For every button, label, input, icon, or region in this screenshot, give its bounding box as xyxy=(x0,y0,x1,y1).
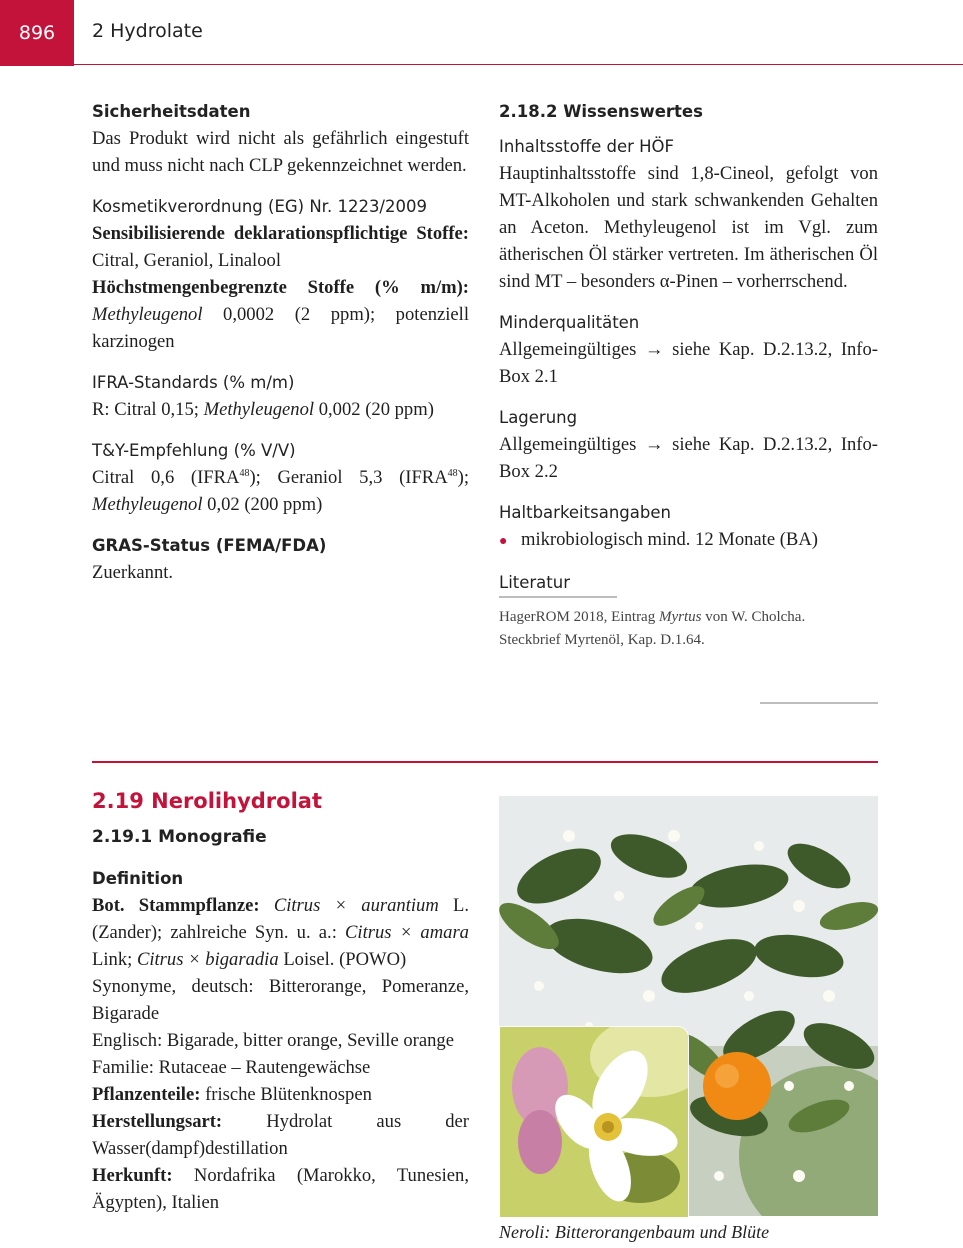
gras-heading: GRAS-Status (FEMA/FDA) xyxy=(92,536,327,555)
bot-text-2: Link; xyxy=(92,949,133,970)
sens-text: Citral, Geraniol, Linalool xyxy=(92,250,281,271)
teile-paragraph xyxy=(92,1081,469,1108)
page-number: 896 xyxy=(18,22,56,44)
ty-italic: Methyleugenol xyxy=(92,494,203,515)
minder-text: Allgemeingültiges → siehe Kap. D.2.13.2, Info-Box 2.1 xyxy=(499,339,878,387)
section-title: 2.19 Nerolihydrolat xyxy=(92,789,322,813)
literatur-entry-2: Steckbrief Myrtenöl, Kap. D.1.64. xyxy=(499,632,705,648)
ty-sup1: 48 xyxy=(239,467,250,479)
literatur-entry-1 xyxy=(499,606,878,629)
bot-text-3: Loisel. (POWO) xyxy=(283,949,407,970)
ifra-prefix: R: Citral 0,15; xyxy=(92,399,199,420)
teile-label: Pflanzenteile: xyxy=(92,1084,201,1105)
familie: Familie: Rutaceae – Rautengewächse xyxy=(92,1057,371,1078)
ifra-paragraph xyxy=(92,396,469,423)
ty-paragraph xyxy=(92,464,469,518)
right-column-top xyxy=(499,98,878,652)
lagerung-text: Allgemeingültiges → siehe Kap. D.2.13.2, Info-Box 2.2 xyxy=(499,434,878,482)
bot-paragraph xyxy=(92,892,469,973)
lagerung-heading: Lagerung xyxy=(499,408,578,427)
lit1-italic: Myrtus xyxy=(658,609,702,625)
blossom-illustration xyxy=(500,1027,688,1217)
ty-part2: ); Geraniol 5,3 (IFRA xyxy=(249,467,448,488)
haltbar-list-item xyxy=(499,526,878,555)
header-rule xyxy=(74,64,963,65)
figure-caption: Neroli: Bitterorangenbaum und Blüte xyxy=(499,1222,770,1242)
inhalt-heading: Inhaltsstoffe der HÖF xyxy=(499,137,675,156)
bot-italic-3: Citrus × bigaradia xyxy=(136,949,279,970)
wissenswertes-heading: 2.18.2 Wissenswertes xyxy=(499,102,703,121)
blossom-inset-photo xyxy=(499,1026,689,1218)
bot-text-1: L. (Zander); zahlreiche Syn. u. a.: xyxy=(92,895,469,943)
ifra-heading: IFRA-Standards (% m/m) xyxy=(92,373,295,392)
kosmetik-heading: Kosmetikverordnung (EG) Nr. 1223/2009 xyxy=(92,197,427,216)
herkunft-label: Herkunft: xyxy=(92,1165,173,1186)
bot-label: Bot. Stammpflanze: xyxy=(92,895,260,916)
sens-label: Sensibilisierende deklarationspflichtige Stoffe: xyxy=(92,223,469,244)
bot-italic-2: Citrus × amara xyxy=(345,922,469,943)
ty-part1: Citral 0,6 (IFRA xyxy=(92,467,240,488)
ty-sup2: 48 xyxy=(447,467,458,479)
literatur-heading: Literatur xyxy=(499,573,571,592)
herst-label: Herstellungsart: xyxy=(92,1111,223,1132)
lit1-prefix: HagerROM 2018, Eintrag xyxy=(499,609,656,625)
haltbar-item: mikrobiologisch mind. 12 Monate (BA) xyxy=(521,529,818,550)
safety-heading: Sicherheitsdaten xyxy=(92,102,251,121)
hoechst-label: Höchstmengenbegrenzte Stoffe (% m/m): xyxy=(92,277,469,298)
teile-text: frische Blütenknospen xyxy=(205,1084,372,1105)
literatur-rule xyxy=(499,596,617,598)
section-divider xyxy=(92,761,878,763)
ty-part3: ); xyxy=(457,467,469,488)
hoechst-italic: Methyleugenol xyxy=(92,304,203,325)
hoechst-paragraph xyxy=(92,274,469,355)
herst-text: Hydrolat aus der Wasser(dampf)destillation xyxy=(92,1111,469,1159)
haltbar-heading: Haltbarkeitsangaben xyxy=(499,503,671,522)
ifra-suffix: 0,002 (20 ppm) xyxy=(318,399,434,420)
bullet-icon: ● xyxy=(499,534,508,549)
ifra-italic: Methyleugenol xyxy=(203,399,315,420)
definition-heading: Definition xyxy=(92,869,184,888)
herkunft-paragraph xyxy=(92,1162,469,1216)
ty-heading: T&Y-Empfehlung (% V/V) xyxy=(92,441,296,460)
sens-paragraph xyxy=(92,220,469,274)
inhalt-text: Hauptinhaltsstoffe sind 1,8-Cineol, gefolgt von MT-Alkoholen und stark schwankenden Gehalten an Aceton. Methyleugenol ist im Vgl. zum ätherischen Öl stärker vertreten. Im ätherischen Öl sind MT – besonders α-Pinen – vorherrschend. xyxy=(499,163,878,292)
hoechst-text: 0,0002 (2 ppm); potenziell karzinogen xyxy=(92,304,469,352)
gras-text: Zuerkannt. xyxy=(92,562,174,583)
literatur-end-rule xyxy=(760,702,878,704)
bot-italic-1: Citrus × aurantium xyxy=(273,895,439,916)
left-column-top xyxy=(92,98,469,586)
englisch: Englisch: Bigarade, bitter orange, Seville orange xyxy=(92,1030,454,1051)
synonyme-de: Synonyme, deutsch: Bitterorange, Pomeranze, Bigarade xyxy=(92,976,469,1024)
chapter-title: 2 Hydrolate xyxy=(92,20,203,42)
section-219-column xyxy=(92,786,469,1216)
ty-part4: 0,02 (200 ppm) xyxy=(207,494,323,515)
subsection-title: 2.19.1 Monografie xyxy=(92,827,267,847)
safety-text: Das Produkt wird nicht als gefährlich eingestuft und muss nicht nach CLP gekennzeichnet werden. xyxy=(92,128,469,176)
lit1-suffix: von W. Cholcha. xyxy=(705,609,806,625)
minder-heading: Minderqualitäten xyxy=(499,313,640,332)
herst-paragraph xyxy=(92,1108,469,1162)
herkunft-text: Nordafrika (Marokko, Tunesien, Ägypten), Italien xyxy=(92,1165,469,1213)
page-number-box xyxy=(0,0,74,66)
